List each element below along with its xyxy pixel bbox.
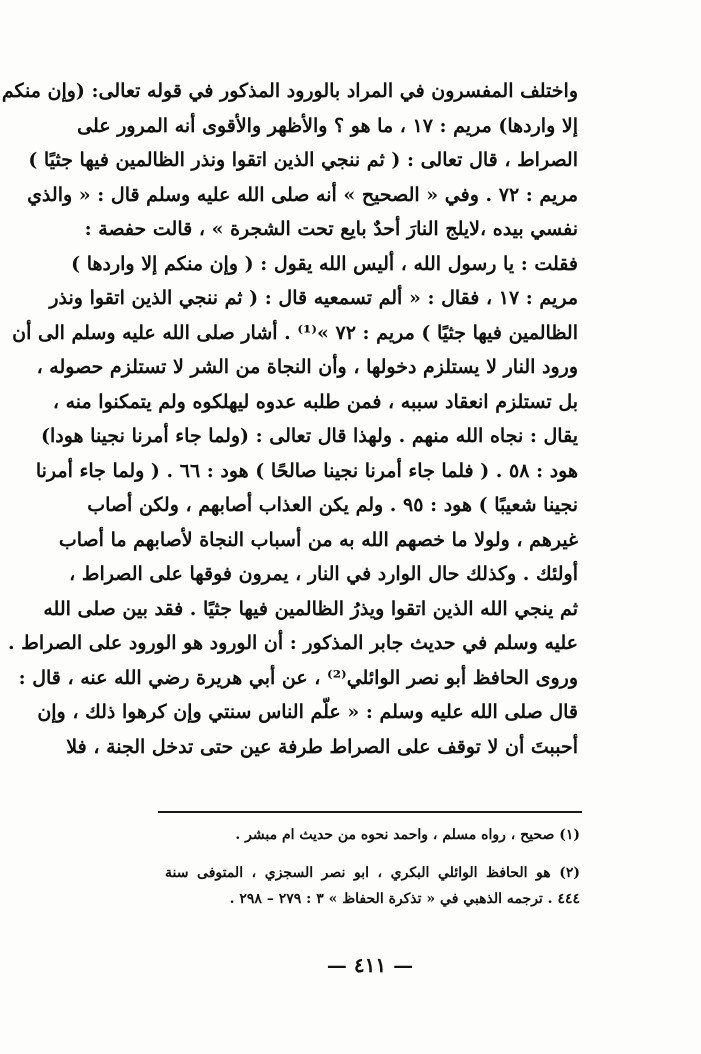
text-line: مريم : ١٧ ، فقال : « ألم تسمعيه قال : ( ثم ننجي الذين اتقوا ونذر (49, 287, 578, 309)
text-line: الظالمين فيها جثيًا ) مريم : ٧٢ »⁽¹⁾ . أشار صلى الله عليه وسلم الى أن (12, 321, 578, 344)
text-line: يقال : نجاه الله منهم . ولهذا قال تعالى : (ولما جاء أمرنا نجينا هودا) (40, 425, 578, 447)
text-line: أولئك . وكذلك حال الوارد في النار ، يمرون فوقها على الصراط ، (69, 563, 578, 585)
footnotes-block (165, 822, 580, 912)
text-line: ثم ينجي الله الذين اتقوا ويذرُ الظالمين فيها جثيًا . فقد بين صلى الله (43, 597, 578, 620)
text-line: نفسي بيده ،لايلج النارَ أحدٌ بايع تحت الشجرة » ، قالت حفصة : (84, 218, 578, 240)
text-line: أحببتَ أن لا توقف على الصراط طرفة عين حتى تدخل الجنة ، فلا (66, 735, 578, 758)
text-line: واختلف المفسرون في المراد بالورود المذكور في قوله تعالى: (وإن منكم (1, 80, 578, 102)
text-line: غيرهم ، ولولا ما خصهم الله به من أسباب النجاة لأصابهم ما أصاب (58, 528, 578, 551)
text-line: ورود النار لا يستلزم دخولها ، وأن النجاة من الشر لا تستلزم حصوله ، (36, 356, 578, 378)
text-line: هود : ٥٨ . ( فلما جاء أمرنا نجينا صالحًا ) هود : ٦٦ . ( ولما جاء أمرنا (35, 459, 578, 482)
text-line: إلا واردها) مريم : ١٧ ، ما هو ؟ والأظهر والأقوى أنه المرور على (77, 114, 578, 137)
text-line: مريم : ٧٢ . وفي « الصحيح » أنه صلى الله عليه وسلم قال : « والذي (27, 183, 578, 206)
text-line: عليه وسلم في حديث جابر المذكور : أن الورود هو الورود على الصراط . (8, 632, 578, 654)
text-line: بل تستلزم انعقاد سببه ، فمن طلبه عدوه ليهلكوه ولم يتمكنوا منه ، (52, 390, 578, 413)
text-line: فقلت : يا رسول الله ، أليس الله يقول : ( وإن منكم إلا واردها ) (71, 252, 578, 275)
footnote-2-continued: ٤٤٤ . ترجمه الذهبي في « تذكرة الحفاظ » ٣ : ٢٧٩ – ٢٩٨ . (229, 891, 580, 907)
text-line: قال صلى الله عليه وسلم : « علّم الناس سنتي وإن كرهوا ذلك ، وإن (37, 701, 578, 723)
text-line: وروى الحافظ أبو نصر الوائلي⁽²⁾ ، عن أبي هريرة رضي الله عنه ، قال : (18, 666, 578, 689)
text-line: الصراط ، قال تعالى : ( ثم ننجي الذين اتقوا ونذر الظالمين فيها جثيًا ) (28, 149, 578, 171)
footnote-2: (٢) هو الحافظ الوائلي البكري ، ابو نصر السجزي ، المتوفى سنة (165, 865, 580, 881)
page-number: — ٤١١ — (326, 953, 414, 977)
footnote-1: (١) صحيح ، رواه مسلم ، واحمد نحوه من حديث ام مبشر . (235, 827, 580, 843)
footnote-divider (158, 811, 582, 813)
main-text-block (1, 74, 578, 764)
text-line: نجينا شعيبًا ) هود : ٩٥ . ولم يكن العذاب أصابهم ، ولكن أصاب (87, 494, 578, 516)
